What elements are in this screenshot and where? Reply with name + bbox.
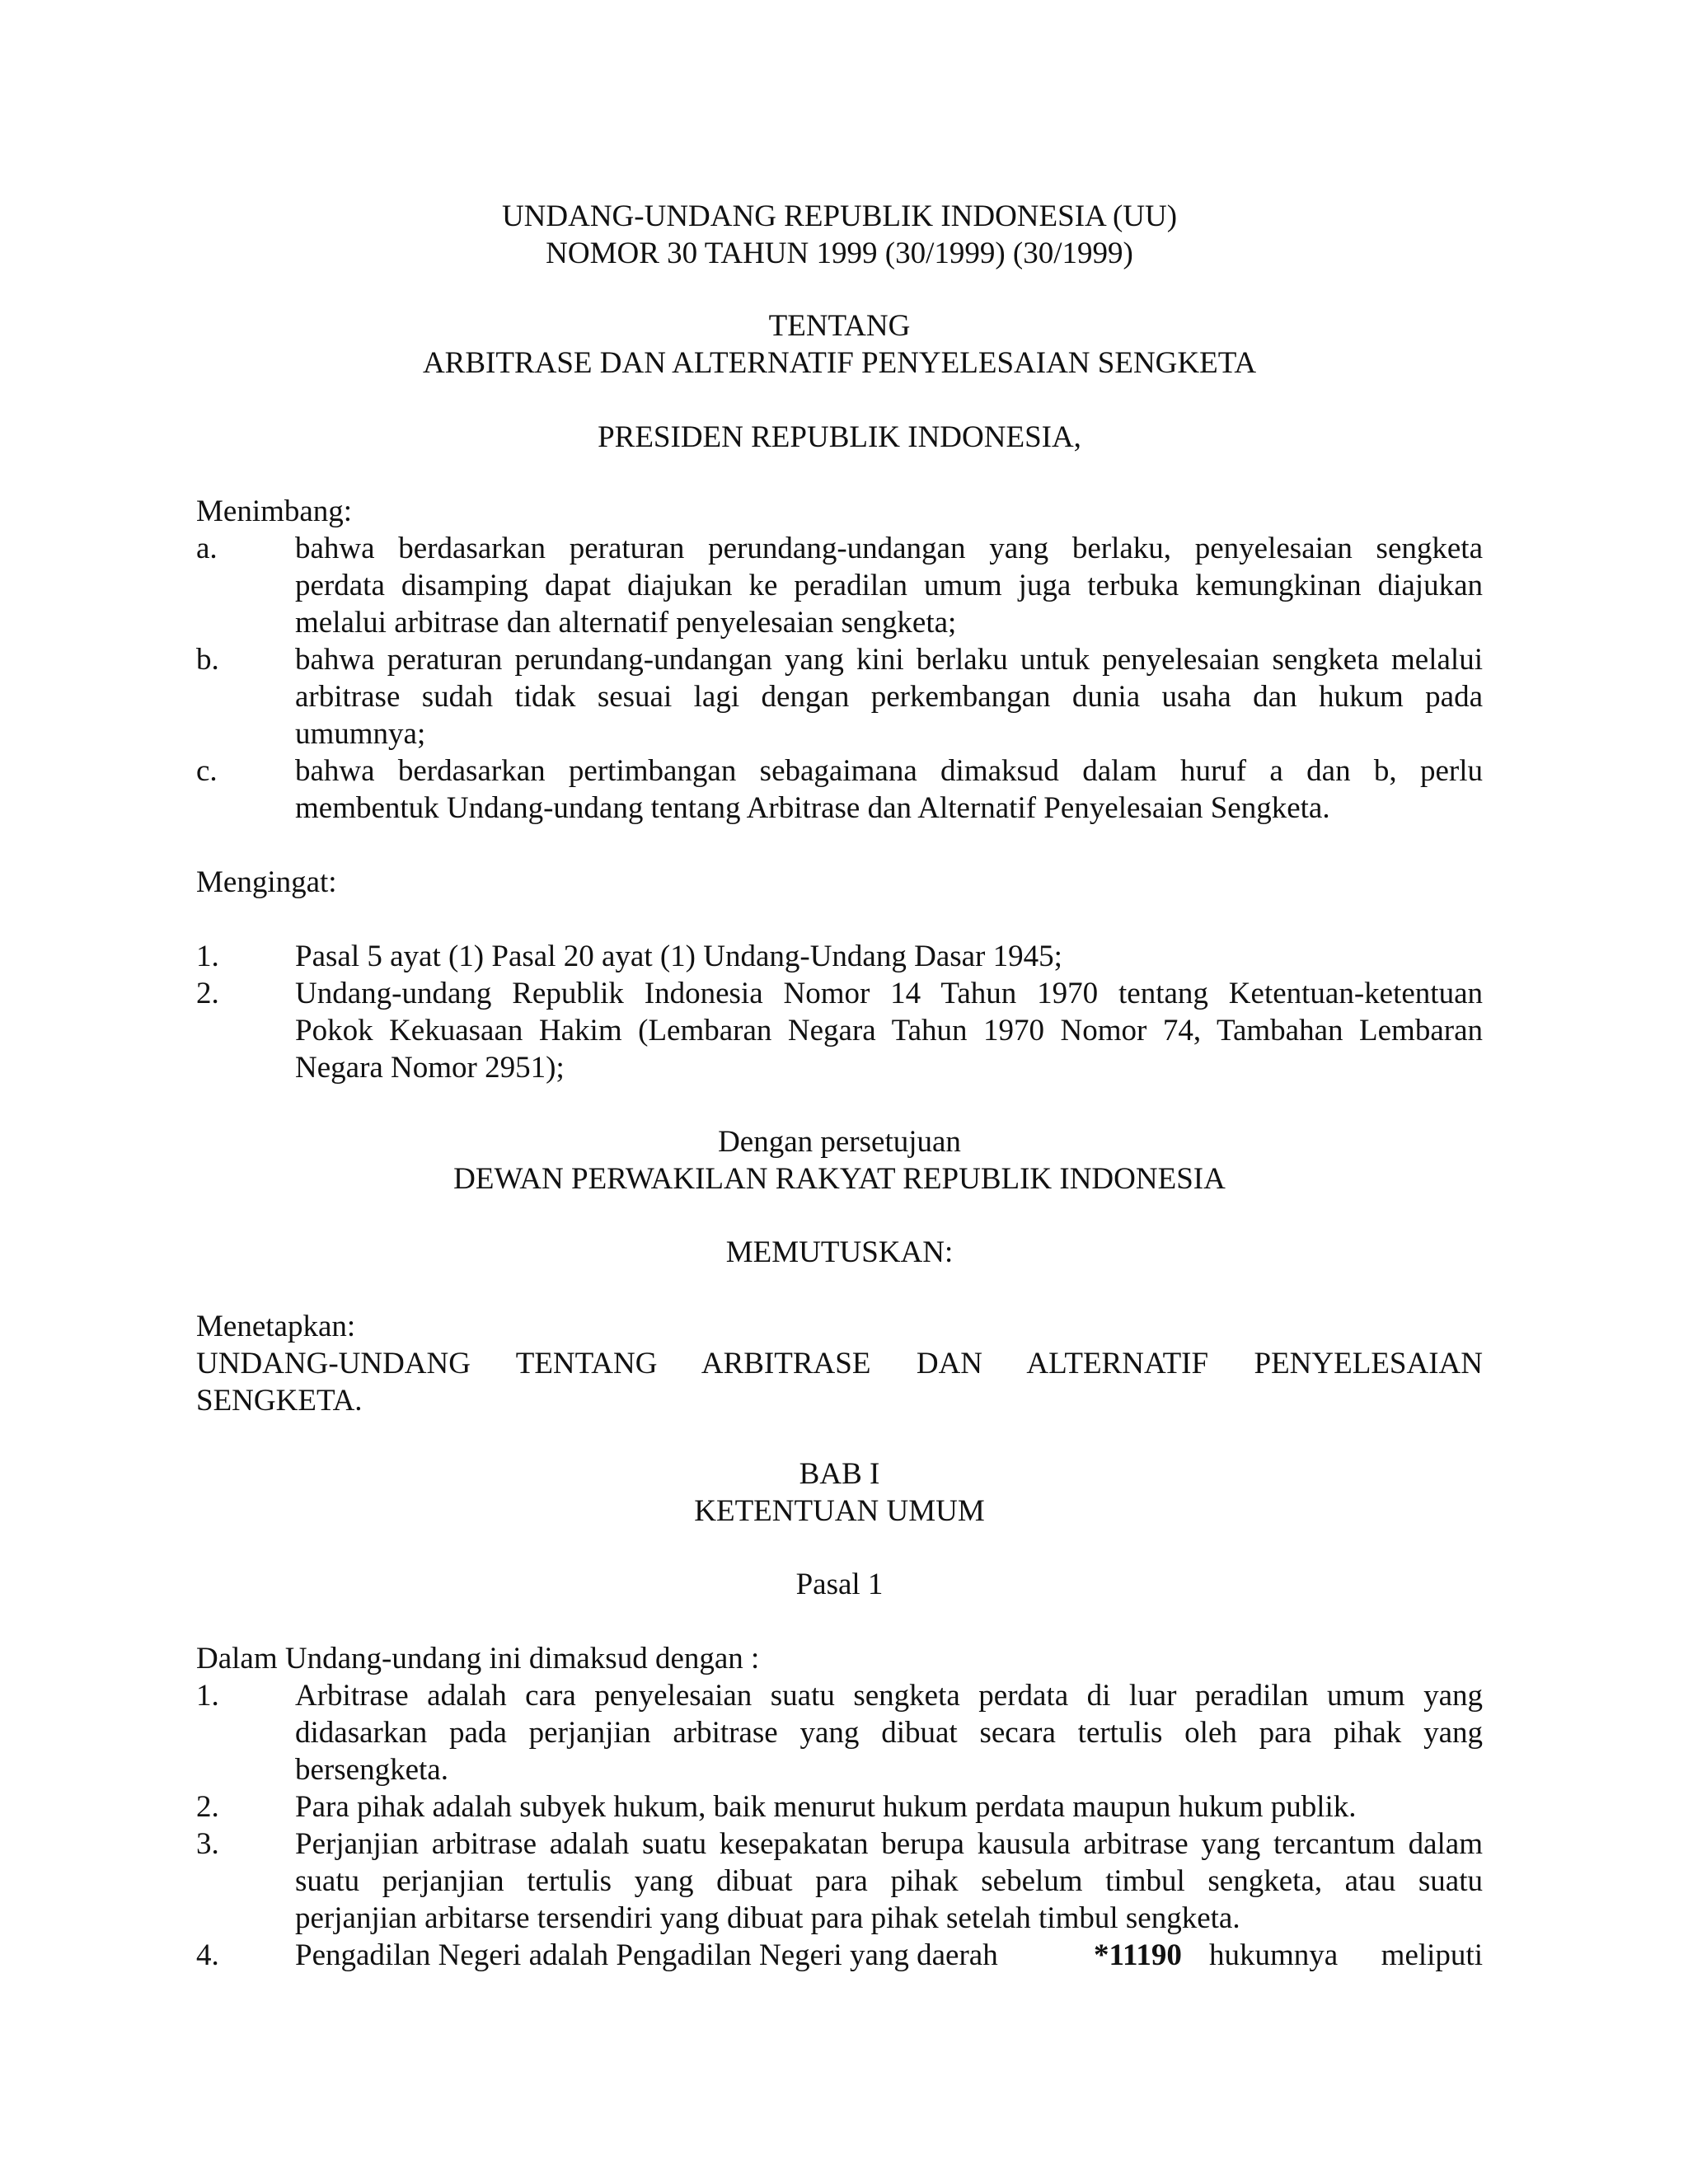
item-marker: 2.	[196, 977, 219, 1010]
about-heading: TENTANG	[768, 309, 911, 343]
item-line: bersengketa.	[295, 1753, 448, 1787]
item-marker: a.	[196, 532, 218, 565]
bab-title: KETENTUAN UMUM	[694, 1494, 985, 1528]
item-line: Para pihak adalah subyek hukum, baik menurut hukum perdata maupun hukum publik.	[295, 1790, 1357, 1824]
president-heading: PRESIDEN REPUBLIK INDONESIA,	[598, 420, 1081, 454]
pasal1-intro: Dalam Undang-undang ini dimaksud dengan :	[196, 1642, 760, 1675]
persetujuan-line-1: Dengan persetujuan	[718, 1125, 961, 1159]
mengingat-item-1	[196, 938, 1483, 975]
item-line: Undang-undang Republik Indonesia Nomor 14 Tahun 1970 tentang Ketentuan-ketentuan	[295, 977, 1483, 1010]
bab-number: BAB I	[799, 1457, 880, 1491]
menimbang-item-c	[196, 752, 1483, 827]
memutuskan-heading: MEMUTUSKAN:	[725, 1235, 954, 1269]
item-marker: 4.	[196, 1938, 219, 1972]
item-marker: 2.	[196, 1790, 219, 1824]
item-line: perjanjian arbitarse tersendiri yang dibuat para pihak setelah timbul sengketa.	[295, 1901, 1240, 1935]
menetapkan-line: SENGKETA.	[196, 1384, 363, 1418]
item-line: Pasal 5 ayat (1) Pasal 20 ayat (1) Undang-Undang Dasar 1945;	[295, 940, 1062, 973]
menimbang-label: Menimbang:	[196, 494, 353, 528]
mengingat-label: Mengingat:	[196, 865, 337, 899]
subject-heading: ARBITRASE DAN ALTERNATIF PENYELESAIAN SENGKETA	[422, 346, 1257, 380]
item-line: didasarkan pada perjanjian arbitrase yang dibuat secara tertulis oleh para pihak yang	[295, 1716, 1483, 1750]
item-line: arbitrase sudah tidak sesuai lagi dengan perkembangan dunia usaha dan hukum pada	[295, 680, 1483, 714]
menetapkan-text	[196, 1345, 1483, 1419]
item-word: hukumnya	[1209, 1938, 1339, 1972]
item-line: perdata disamping dapat diajukan ke peradilan umum juga terbuka kemungkinan diajukan	[295, 569, 1483, 602]
item-line: Pokok Kekuasaan Hakim (Lembaran Negara Tahun 1970 Nomor 74, Tambahan Lembaran	[295, 1014, 1483, 1047]
item-word: meliputi	[1381, 1938, 1483, 1972]
menimbang-item-a	[196, 530, 1483, 641]
item-marker: c.	[196, 754, 218, 788]
mengingat-item-2	[196, 975, 1483, 1086]
item-line: suatu perjanjian tertulis yang dibuat para pihak sebelum timbul sengketa, atau suatu	[295, 1864, 1483, 1898]
pasal1-item-3	[196, 1825, 1483, 1937]
persetujuan-line-2: DEWAN PERWAKILAN RAKYAT REPUBLIK INDONESIA	[453, 1162, 1226, 1196]
title-line-1: UNDANG-UNDANG REPUBLIK INDONESIA (UU)	[501, 199, 1178, 233]
title-line-2: NOMOR 30 TAHUN 1999 (30/1999) (30/1999)	[546, 237, 1133, 270]
item-line: membentuk Undang-undang tentang Arbitrase dan Alternatif Penyelesaian Sengketa.	[295, 791, 1330, 825]
item-line: Pengadilan Negeri adalah Pengadilan Negeri yang daerah	[295, 1938, 998, 1972]
menetapkan-line: UNDANG-UNDANG TENTANG ARBITRASE DAN ALTERNATIF PENYELESAIAN	[196, 1347, 1483, 1380]
item-line: bahwa peraturan perundang-undangan yang kini berlaku untuk penyelesaian sengketa melalui	[295, 643, 1483, 677]
item-marker: 1.	[196, 1679, 219, 1713]
pasal1-item-1	[196, 1677, 1483, 1788]
item-line: Negara Nomor 2951);	[295, 1051, 565, 1085]
item-line: Arbitrase adalah cara penyelesaian suatu sengketa perdata di luar peradilan umum yang	[295, 1679, 1483, 1713]
item-marker: b.	[196, 643, 219, 677]
pasal-heading: Pasal 1	[795, 1568, 884, 1601]
item-line: melalui arbitrase dan alternatif penyelesaian sengketa;	[295, 606, 957, 640]
item-line: umumnya;	[295, 717, 426, 751]
item-line: bahwa berdasarkan peraturan perundang-undangan yang berlaku, penyelesaian sengketa	[295, 532, 1483, 565]
menimbang-item-b	[196, 641, 1483, 752]
item-line: bahwa berdasarkan pertimbangan sebagaimana dimaksud dalam huruf a dan b, perlu	[295, 754, 1483, 788]
pasal1-item-4	[196, 1937, 1483, 1974]
page-marker: *11190	[1094, 1938, 1182, 1972]
item-marker: 1.	[196, 940, 219, 973]
item-marker: 3.	[196, 1827, 219, 1861]
pasal1-item-2	[196, 1788, 1483, 1825]
item-line: Perjanjian arbitrase adalah suatu kesepakatan berupa kausula arbitrase yang tercantum dalam	[295, 1827, 1483, 1861]
menetapkan-label: Menetapkan:	[196, 1310, 356, 1343]
